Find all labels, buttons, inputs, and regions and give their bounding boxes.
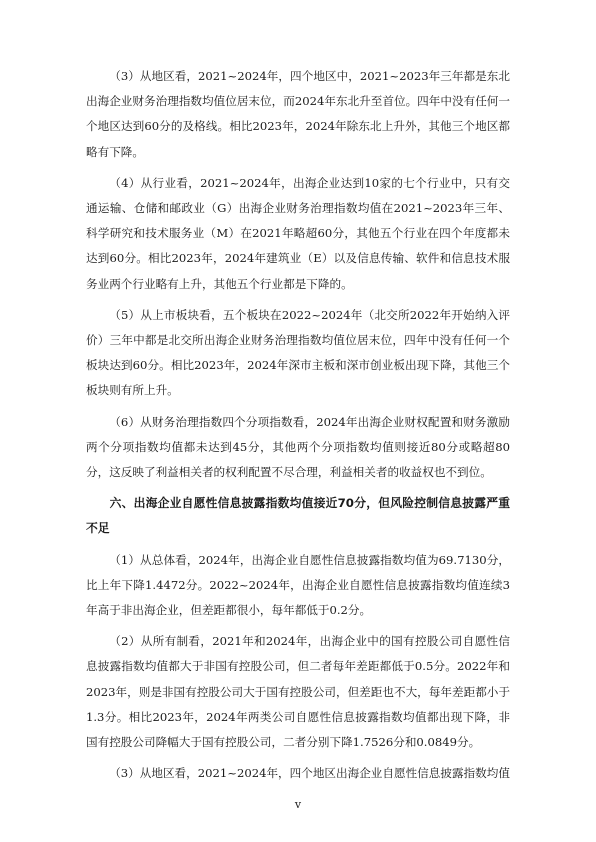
paragraph-overall: （1）从总体看，2024年，出海企业自愿性信息披露指数均值为69.7130分，比上年下降1.4472分。2022~2024年，出海企业自愿性信息披露指数均值连续3年高于非出海企业，但差距都很小，每年都低于0.2分。 <box>86 552 510 618</box>
page-number: v <box>294 798 302 811</box>
paragraph-ownership: （2）从所有制看，2021年和2024年，出海企业中的国有控股公司自愿性信息披露指数均值都大于非国有控股公司，但二者每年差距都低于0.5分。2022年和2023年，则是非国有控股公司大于国有控股公司，但差距也不大，每年差距都小于1.3分。相比2023年，2024年两类公司自愿性信息披露指数均值都出现下降，非国有控股公司降幅大于国有控股公司，二者分别下降1.7526分和0.0849分。 <box>86 634 510 750</box>
paragraph-region-disclosure: （3）从地区看，2021~2024年，四个地区出海企业自愿性信息披露指数均值 <box>109 766 510 781</box>
paragraph-sub-indices: （6）从财务治理指数四个分项指数看，2024年出海企业财权配置和财务激励两个分项指数均值都未达到45分，其他两个分项指数均值则接近80分或略超80分，这反映了利益相关者的权利配置不尽合理，利益相关者的收益权也不到位。 <box>86 414 510 480</box>
paragraph-region: （3）从地区看，2021~2024年，四个地区中，2021~2023年三年都是东北出海企业财务治理指数均值位居末位，而2024年东北升至首位。四年中没有任何一个地区达到60分的及格线。相比2023年，2024年除东北上升外，其他三个地区都略有下降。 <box>86 69 510 159</box>
paragraph-industry: （4）从行业看，2021~2024年，出海企业达到10家的七个行业中，只有交通运输、仓储和邮政业（G）出海企业财务治理指数均值在2021~2023年三年、科学研究和技术服务业（M）在2021年略超60分，其他五个行业在四个年度都未达到60分。相比2023年，2024年建筑业（E）以及信息传输、软件和信息技术服务业两个行业略有上升，其他五个行业都是下降的。 <box>86 175 510 291</box>
paragraph-listing-board: （5）从上市板块看，五个板块在2022~2024年（北交所2022年开始纳入评价）三年中都是北交所出海企业财务治理指数均值位居末位，四年中没有任何一个板块达到60分。相比2023年，2024年深市主板和深市创业板出现下降，其他三个板块则有所上升。 <box>86 307 510 398</box>
section-heading: 六、出海企业自愿性信息披露指数均值接近70分，但风险控制信息披露严重不足 <box>86 496 510 536</box>
document-body <box>86 64 510 786</box>
